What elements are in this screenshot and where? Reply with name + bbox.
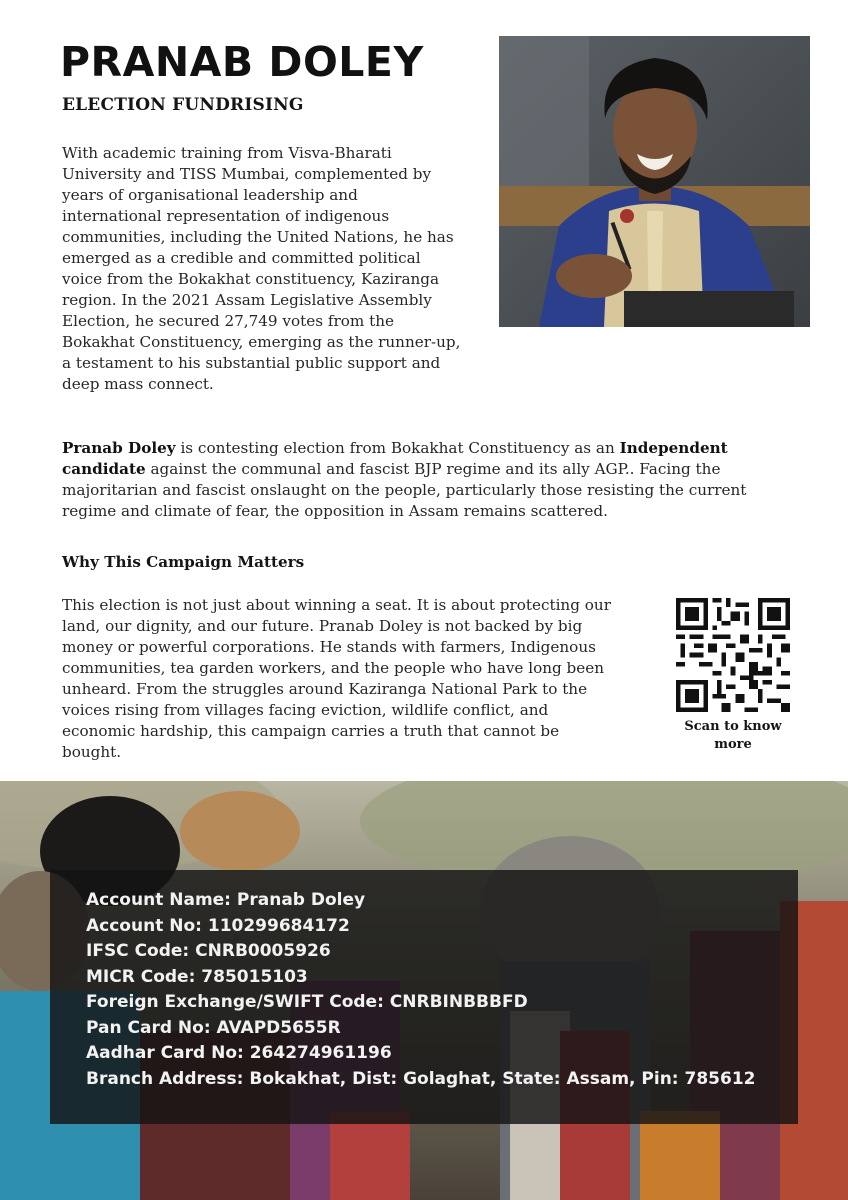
intro-text-2: against the communal and fascist BJP regime and its ally AGP.. Facing the majoritarian and fascist onslaught on the people, particularly those resisting the current regime and climate of fear, the opposition in Assam remains scattered.	[62, 460, 747, 520]
bank-swift-code: Foreign Exchange/SWIFT Code: CNRBINBBBFD	[86, 992, 528, 1012]
qr-code[interactable]	[676, 598, 790, 712]
intro-paragraph	[62, 438, 792, 522]
bank-account-number: Account No: 110299684172	[86, 915, 350, 936]
aadhar-card-number: Aadhar Card No: 264274961196	[86, 1043, 392, 1063]
bio-paragraph: With academic training from Visva-Bharati University and TISS Mumbai, complemented by years of organisational leadership and international representation of indigenous communities, including the United Nations, he has emerged as a credible and committed political voice from the Bokakhat constituency, Kaziranga region. In the 2021 Assam Legislative Assembly Election, he secured 27,749 votes from the Bokakhat Constituency, emerging as the runner-up, a testament to his substantial public support and deep mass connect.	[62, 144, 461, 393]
intro-text-1: is contesting election from Bokakhat Constituency as an	[175, 439, 620, 457]
page-title: PRANAB DOLEY	[60, 38, 424, 86]
bank-micr-code: MICR Code: 785015103	[86, 966, 308, 987]
intro-name-bold: Pranab Doley	[62, 439, 176, 457]
campaign-heading: Why This Campaign Matters	[62, 553, 305, 571]
intro-independent-bold: Independent candidate	[62, 439, 728, 478]
candidate-portrait-photo	[499, 36, 810, 327]
bank-ifsc-code: IFSC Code: CNRB0005926	[86, 941, 331, 961]
branch-address: Branch Address: Bokakhat, Dist: Golaghat, State: Assam, Pin: 785612	[86, 1068, 756, 1089]
bank-details-list	[86, 888, 756, 1092]
qr-caption: Scan to know more	[684, 719, 782, 752]
pan-card-number: Pan Card No: AVAPD5655R	[86, 1017, 341, 1038]
bank-account-name: Account Name: Pranab Doley	[86, 890, 366, 910]
page-subtitle: ELECTION FUNDRISING	[62, 95, 304, 115]
campaign-paragraph: This election is not just about winning a seat. It is about protecting our land, our dignity, and our future. Pranab Doley is not backed by big money or powerful corporations. He stands with farmers, Indigenous communities, tea garden workers, and the people who have long been unheard. From the struggles around Kaziranga National Park to the voices rising from villages facing eviction, wildlife conflict, and economic hardship, this campaign carries a truth that cannot be bought.	[62, 596, 611, 761]
